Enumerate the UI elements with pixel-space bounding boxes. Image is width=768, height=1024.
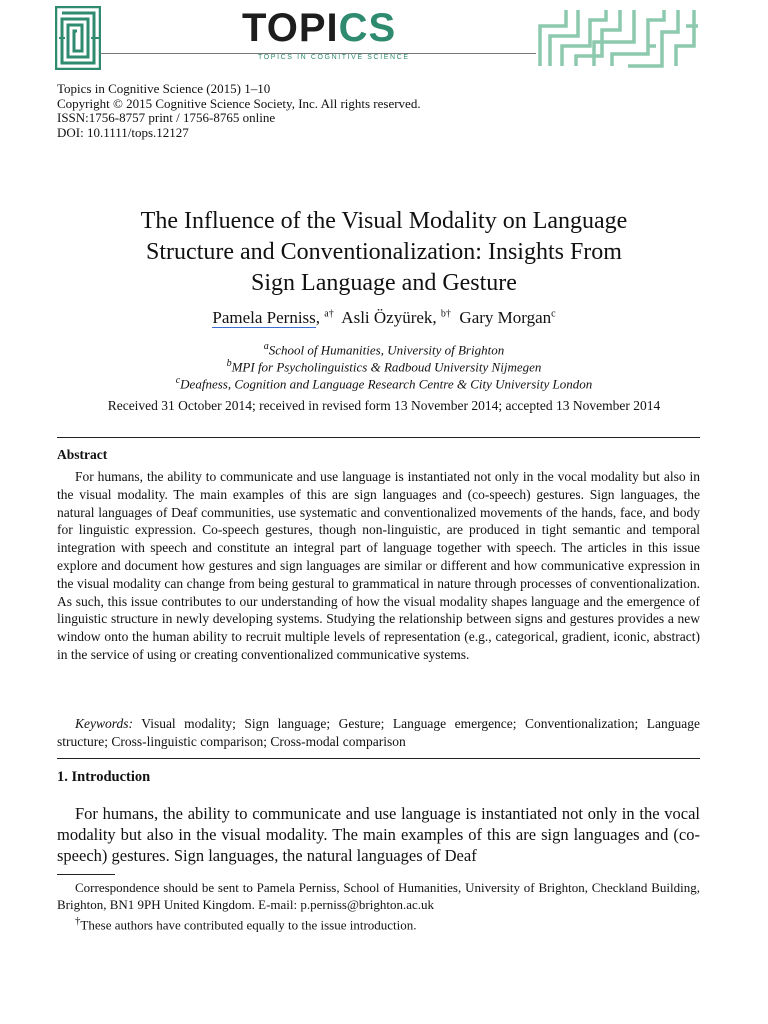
circuit-pattern-icon <box>536 6 701 68</box>
keywords <box>57 715 700 751</box>
abstract-top-rule <box>57 437 700 438</box>
copyright-line: Copyright © 2015 Cognitive Science Society, Inc. All rights reserved. <box>57 95 421 111</box>
journal-citation: Topics in Cognitive Science (2015) 1–10 <box>57 81 271 96</box>
affiliation: $^a$School of Humanities, University of Brighton <box>263 341 505 358</box>
maze-logo-icon <box>55 6 101 70</box>
author-list: Pamela Perniss, $^{a\dagger}$ Asli Özyürek, $^{b\dagger}$ Gary Morgan$^c$ <box>212 308 556 327</box>
footnote-rule <box>57 874 115 875</box>
author-sup: b† <box>440 308 451 320</box>
title-line: Structure and Conventionalization: Insights From <box>146 239 622 265</box>
journal-metadata <box>57 82 421 140</box>
article-title <box>40 206 728 299</box>
author-sup: c <box>551 308 556 320</box>
abstract-bottom-rule <box>57 758 700 759</box>
abstract-heading: Abstract <box>57 447 108 462</box>
intro-paragraph: For humans, the ability to communicate and use language is instantiated not only in the vocal modality but also in the visual modality. The main examples of this are sign languages and (co-speech) gestures. Sign languages, the natural languages of Deaf <box>57 804 700 865</box>
keywords-label: Keywords: <box>75 716 133 731</box>
author-name: Gary Morgan <box>459 308 552 327</box>
author-name: Asli Özyürek <box>341 308 433 327</box>
author-name-link[interactable]: Pamela Perniss <box>212 308 316 327</box>
affiliation: $^c$Deafness, Cognition and Language Research Centre & City University London <box>175 375 593 392</box>
doi-line: DOI: 10.1111/tops.12127 <box>57 124 189 140</box>
section-heading: 1. Introduction <box>57 769 151 785</box>
received-dates: Received 31 October 2014; received in revised form 13 November 2014; accepted 13 November 2014 <box>107 398 661 413</box>
journal-logo: TOPICS <box>242 6 397 50</box>
keywords-text: Visual modality; Sign language; Gesture; Language emergence; Conventionalization; Language structure; Cross-linguistic comparison; Cross-modal comparison <box>57 716 700 749</box>
affiliation: $^b$MPI for Psycholinguistics & Radboud University Nijmegen <box>226 358 542 375</box>
abstract-text: For humans, the ability to communicate and use language is instantiated not only in the vocal modality but also in the visual modality. The main examples of this are sign languages and (co-speech) gestures. Sign languages, the natural languages of Deaf communities, use systematic and conventionalized movements of the hands, face, and body for linguistic expression. Co-speech gestures, though non-linguistic, are produced in tight semantic and temporal integration with speech and constitute an integral part of language together with speech. The articles in this issue explore and document how gestures and sign languages are similar or different and how communicative expression in the visual modality can change from being gestural to grammatical in nature through processes of conventionalization. As such, this issue contributes to our understanding of how the visual modality shapes language and the emergence of linguistic structure in newly developing systems. Studying the relationship between signs and gestures provides a new window onto the human ability to recruit multiple levels of representation (e.g., categorical, gradient, iconic, abstract) in the service of using or creating conventionalized communicative systems. <box>57 469 700 662</box>
equal-contribution-footnote: †These authors have contributed equally to the issue introduction. <box>75 915 417 933</box>
correspondence-footnote: Correspondence should be sent to Pamela Perniss, School of Humanities, University of Brighton, Checkland Building, Brighton, BN1 9PH United Kingdom. E-mail: p.perniss@brighton.ac.uk <box>57 880 700 912</box>
title-line: The Influence of the Visual Modality on Language <box>140 208 628 234</box>
journal-logo-subtitle: TOPICS IN COGNITIVE SCIENCE <box>258 54 410 61</box>
title-line: Sign Language and Gesture <box>251 270 517 296</box>
issn-line: ISSN:1756-8757 print / 1756-8765 online <box>57 110 276 125</box>
author-sup: a† <box>324 308 334 320</box>
